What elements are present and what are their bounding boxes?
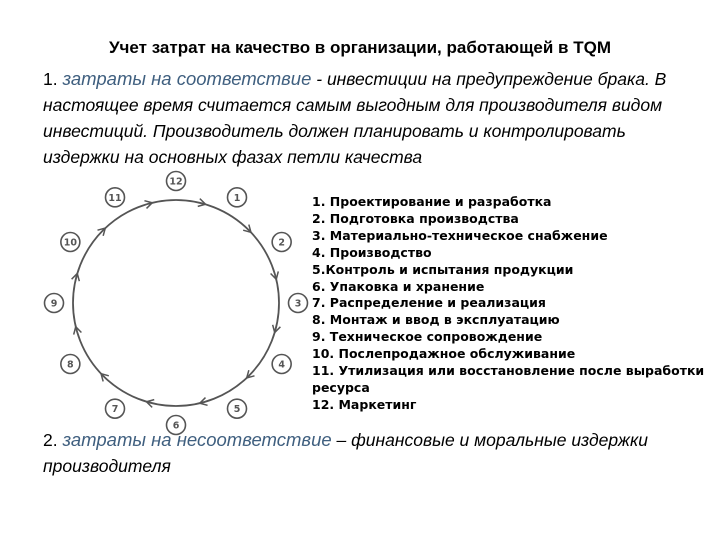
phase-item: 7. Распределение и реализация bbox=[312, 295, 546, 311]
loop-node bbox=[289, 294, 308, 313]
loop-node-label: 9 bbox=[50, 298, 58, 310]
loop-node-label: 12 bbox=[169, 176, 183, 188]
loop-node bbox=[61, 355, 80, 374]
section-1-term: затраты на соответствие bbox=[62, 68, 312, 89]
loop-node-label: 10 bbox=[63, 237, 77, 249]
loop-nodes bbox=[45, 172, 308, 435]
section-conformance-costs bbox=[43, 66, 693, 170]
loop-node bbox=[61, 233, 80, 252]
section-nonconformance-costs bbox=[43, 427, 693, 479]
phase-item: 2. Подготовка производства bbox=[312, 210, 519, 226]
loop-node-label: 3 bbox=[294, 298, 302, 310]
section-2-term: затраты на несоответствие bbox=[62, 429, 332, 450]
loop-node bbox=[167, 172, 186, 191]
phase-item: 4. Производство bbox=[312, 244, 432, 260]
section-2-text: – финансовые и моральные издержки производителя bbox=[43, 430, 648, 476]
phase-item: 3. Материально-техническое снабжение bbox=[312, 227, 608, 243]
loop-node bbox=[106, 399, 125, 418]
section-2-number: 2. bbox=[43, 430, 58, 450]
loop-node-label: 8 bbox=[67, 359, 74, 371]
loop-node-label: 2 bbox=[278, 237, 285, 249]
phase-item: 9. Техническое сопровождение bbox=[312, 329, 543, 345]
phase-item: 11. Утилизация или восстановление после выработки ресурса bbox=[312, 363, 705, 395]
slide-title: Учет затрат на качество в организации, работающей в TQM bbox=[108, 38, 611, 57]
loop-node bbox=[228, 188, 247, 207]
phase-item: 12. Маркетинг bbox=[312, 396, 417, 412]
loop-node bbox=[106, 188, 125, 207]
section-1-number: 1. bbox=[43, 69, 58, 89]
loop-node-label: 11 bbox=[108, 192, 122, 204]
phase-item: 6. Упаковка и хранение bbox=[312, 278, 485, 294]
loop-node bbox=[45, 294, 64, 313]
phase-item: 5.Контроль и испытания продукции bbox=[312, 261, 574, 277]
loop-node-label: 4 bbox=[278, 359, 285, 371]
phase-item: 8. Монтаж и ввод в эксплуатацию bbox=[312, 312, 560, 328]
quality-loop-diagram bbox=[50, 176, 310, 432]
section-1-text: - инвестиции на предупреждение брака. В настоящее время считается самым выгодным для производителя видом инвестиций. Производитель должен планировать и контролировать издержки на основных фазах петли качества bbox=[43, 69, 667, 167]
loop-node-label: 6 bbox=[172, 420, 180, 432]
loop-node bbox=[272, 355, 291, 374]
loop-node-label: 1 bbox=[233, 192, 241, 204]
quality-loop-phase-list bbox=[312, 194, 720, 414]
phase-item: 10. Послепродажное обслуживание bbox=[312, 346, 576, 362]
loop-node-label: 5 bbox=[233, 404, 241, 416]
loop-node-label: 7 bbox=[111, 404, 119, 416]
phase-item: 1. Проектирование и разработка bbox=[312, 194, 552, 209]
loop-node bbox=[228, 399, 247, 418]
loop-node bbox=[272, 233, 291, 252]
